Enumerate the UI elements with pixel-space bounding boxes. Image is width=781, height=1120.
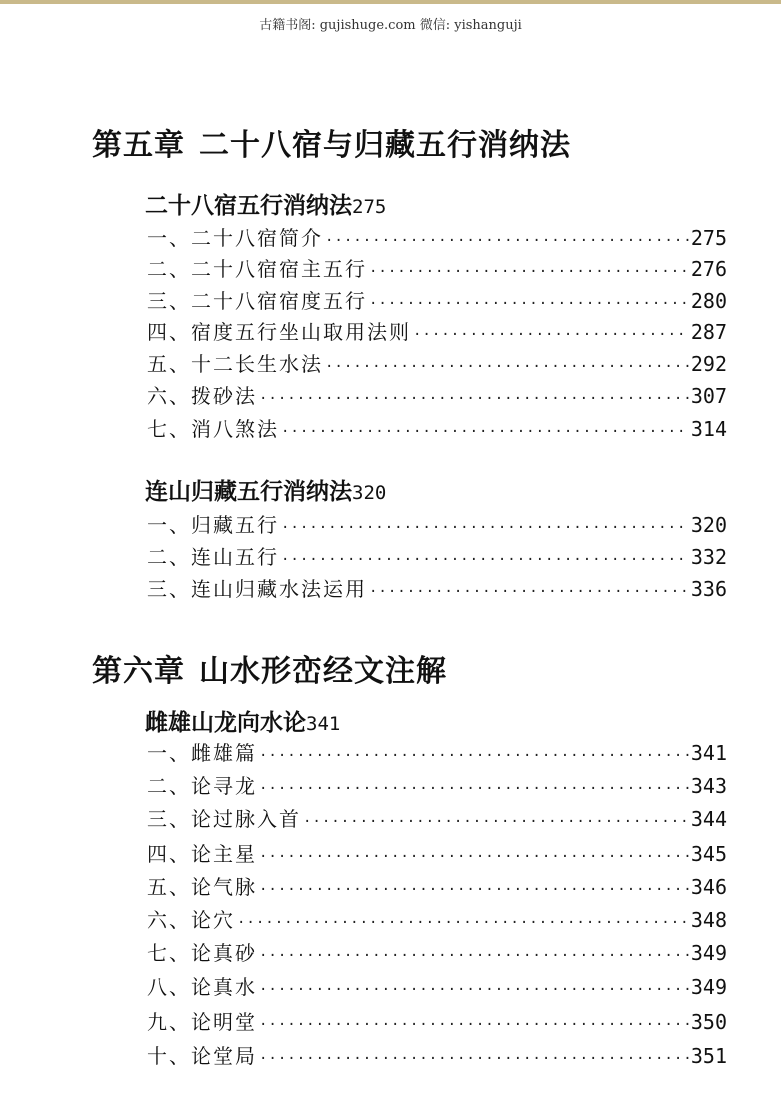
toc-entry[interactable] xyxy=(147,937,727,967)
toc-entry-page: 351 xyxy=(690,1044,727,1068)
toc-entry-label: 三、连山归藏水法运用 xyxy=(147,577,367,601)
toc-entry[interactable] xyxy=(147,413,727,443)
toc-entry-label: 六、拨砂法 xyxy=(147,384,257,408)
chapter-title: 山水形峦经文注解 xyxy=(199,654,447,689)
dot-leader xyxy=(369,264,689,280)
toc-entry-page: 275 xyxy=(690,226,727,250)
toc-entry[interactable] xyxy=(147,871,727,901)
toc-entry-page: 349 xyxy=(690,941,727,965)
section-title: 连山归藏五行消纳法 xyxy=(145,479,352,505)
dot-leader xyxy=(259,849,689,865)
toc-entry[interactable] xyxy=(147,348,727,378)
toc-entry[interactable] xyxy=(147,737,727,767)
toc-entry-label: 二、二十八宿宿主五行 xyxy=(147,257,367,281)
toc-entry-label: 三、二十八宿宿度五行 xyxy=(147,289,367,313)
toc-entry-label: 一、二十八宿简介 xyxy=(147,226,323,250)
chapter-number: 第五章 xyxy=(92,128,185,163)
section-page-number: 341 xyxy=(306,713,341,735)
dot-leader xyxy=(259,948,689,964)
dot-leader xyxy=(259,391,689,407)
dot-leader xyxy=(259,748,689,764)
toc-entry-label: 二、连山五行 xyxy=(147,545,279,569)
toc-entry[interactable] xyxy=(147,770,727,800)
toc-entry-page: 346 xyxy=(690,875,727,899)
section-title: 二十八宿五行消纳法 xyxy=(145,193,352,219)
toc-entry[interactable] xyxy=(147,253,727,283)
dot-leader xyxy=(369,584,689,600)
toc-entry[interactable] xyxy=(147,316,727,346)
toc-entry-page: 332 xyxy=(690,545,727,569)
chapter-number: 第六章 xyxy=(92,654,185,689)
toc-entry[interactable] xyxy=(147,222,727,252)
chapter-heading xyxy=(92,646,447,690)
page-top-border xyxy=(0,0,781,4)
toc-entry-label: 三、论过脉入首 xyxy=(147,807,301,831)
toc-entry-label: 九、论明堂 xyxy=(147,1010,257,1034)
dot-leader xyxy=(325,359,689,375)
toc-entry-page: 307 xyxy=(690,384,727,408)
section-page-number: 320 xyxy=(352,482,387,504)
dot-leader xyxy=(259,781,689,797)
dot-leader xyxy=(259,1051,689,1067)
toc-entry-label: 八、论真水 xyxy=(147,975,257,999)
toc-entry-label: 四、宿度五行坐山取用法则 xyxy=(147,320,411,344)
toc-entry-label: 五、论气脉 xyxy=(147,875,257,899)
dot-leader xyxy=(259,982,689,998)
dot-leader xyxy=(237,915,689,931)
dot-leader xyxy=(281,520,689,536)
toc-entry[interactable] xyxy=(147,380,727,410)
chapter-title: 二十八宿与归藏五行消纳法 xyxy=(199,128,571,163)
toc-entry-page: 287 xyxy=(690,320,727,344)
section-page-number: 275 xyxy=(352,196,387,218)
dot-leader xyxy=(259,1017,689,1033)
toc-entry-label: 七、论真砂 xyxy=(147,941,257,965)
dot-leader xyxy=(281,552,689,568)
toc-entry[interactable] xyxy=(147,285,727,315)
toc-entry-page: 341 xyxy=(690,741,727,765)
toc-entry[interactable] xyxy=(147,904,727,934)
toc-entry-page: 292 xyxy=(690,352,727,376)
toc-entry-label: 一、雌雄篇 xyxy=(147,741,257,765)
toc-entry-page: 320 xyxy=(690,513,727,537)
toc-entry-label: 七、消八煞法 xyxy=(147,417,279,441)
toc-entry-label: 四、论主星 xyxy=(147,842,257,866)
toc-entry[interactable] xyxy=(147,1006,727,1036)
section-title: 雌雄山龙向水论 xyxy=(145,710,306,736)
section-heading xyxy=(145,704,340,737)
toc-entry[interactable] xyxy=(147,971,727,1001)
toc-entry-page: 336 xyxy=(690,577,727,601)
toc-entry-page: 314 xyxy=(690,417,727,441)
toc-entry-page: 348 xyxy=(690,908,727,932)
toc-entry-page: 344 xyxy=(690,807,727,831)
toc-entry-page: 350 xyxy=(690,1010,727,1034)
watermark-text: 古籍书阁: gujishuge.com 微信: yishanguji xyxy=(259,18,522,33)
toc-entry-page: 276 xyxy=(690,257,727,281)
toc-entry-label: 一、归藏五行 xyxy=(147,513,279,537)
section-heading xyxy=(145,473,386,506)
toc-entry-page: 349 xyxy=(690,975,727,999)
toc-entry[interactable] xyxy=(147,838,727,868)
toc-entry-page: 345 xyxy=(690,842,727,866)
toc-entry[interactable] xyxy=(147,509,727,539)
section-heading xyxy=(145,187,386,220)
chapter-heading xyxy=(92,120,571,164)
toc-entry-label: 六、论穴 xyxy=(147,908,235,932)
toc-entry-label: 五、十二长生水法 xyxy=(147,352,323,376)
toc-entry-page: 280 xyxy=(690,289,727,313)
toc-entry-label: 二、论寻龙 xyxy=(147,774,257,798)
dot-leader xyxy=(281,424,689,440)
dot-leader xyxy=(259,882,689,898)
dot-leader xyxy=(325,233,689,249)
toc-entry-label: 十、论堂局 xyxy=(147,1044,257,1068)
toc-entry-page: 343 xyxy=(690,774,727,798)
toc-entry[interactable] xyxy=(147,541,727,571)
dot-leader xyxy=(369,296,689,312)
toc-entry[interactable] xyxy=(147,803,727,833)
dot-leader xyxy=(413,327,689,343)
toc-entry[interactable] xyxy=(147,573,727,603)
dot-leader xyxy=(303,814,689,830)
toc-entry[interactable] xyxy=(147,1040,727,1070)
